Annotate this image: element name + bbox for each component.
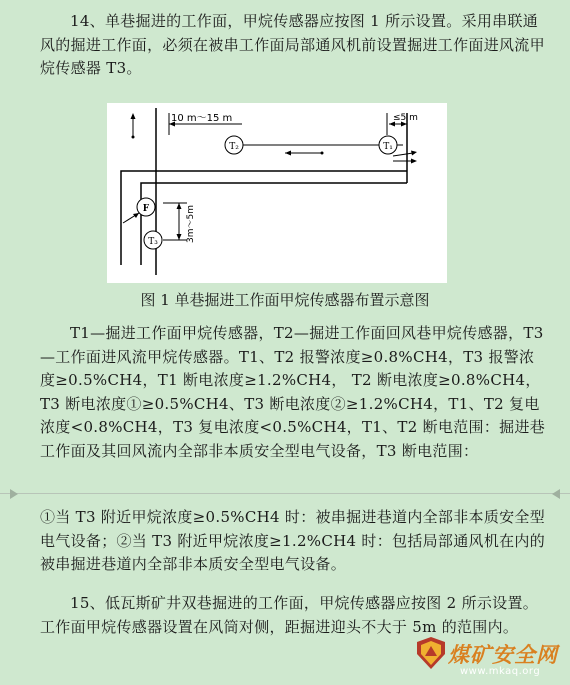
svg-text:T₁: T₁ (383, 142, 393, 152)
continuation-paragraph (40, 506, 546, 577)
svg-text:T₂: T₂ (229, 142, 239, 152)
section-14-text: 14、单巷掘进的工作面，甲烷传感器应按图 1 所示设置。采用串联通风的掘进工作面，必须在被串工作面局部通风机前设置掘进工作面进风流甲烷传感器 T3。 (40, 12, 545, 77)
figure-caption: 图 1 单巷掘进工作面甲烷传感器布置示意图 (140, 291, 430, 309)
dimension-10-15m: 10 m～15 m (171, 113, 233, 124)
sensor-description-text: T1—掘进工作面甲烷传感器，T2—掘进工作面回风巷甲烷传感器，T3—工作面进风流甲烷传感器。T1、T2 报警浓度≥0.8%CH4，T3 报警浓度≥0.5%CH4，T1 断电浓度≥1.2%CH4， T2 断电浓度≥0.8%CH4，T3 断电浓度①≥0.5%CH4、T3 断电浓度②≥1.2%CH4，T1、T2 复电浓度<0.8%CH4，T3 复电浓度<0.5%CH4，T1、T2 断电范围：掘进巷工作面及其回风流内全部非本质安全型电气设备，T3 断电范围： (40, 324, 546, 460)
continuation-text: ①当 T3 附近甲烷浓度≥0.5%CH4 时：被串掘进巷道内全部非本质安全型电气设备；②当 T3 附近甲烷浓度≥1.2%CH4 时：包括局部通风机在内的被串掘进巷道内全部非本质安全型电气设备。 (40, 508, 546, 573)
site-url: www.mkaq.org (460, 666, 541, 677)
site-name: 煤矿安全网 (448, 643, 558, 667)
dimension-3-5m: 3m～5m (186, 205, 196, 243)
sensor-description-paragraph (40, 322, 546, 463)
section-15-text: 15、低瓦斯矿井双巷掘进的工作面，甲烷传感器应按图 2 所示设置。工作面甲烷传感器设置在风筒对侧，距掘进迎头不大于 5m 的范围内。 (40, 594, 539, 636)
site-logo (414, 636, 564, 682)
methane-sensor-layout-diagram (107, 103, 447, 283)
page-break-left-marker (10, 489, 18, 499)
dimension-5m: ≤5 m (393, 113, 418, 123)
svg-text:F: F (142, 204, 150, 214)
heading-inner-wall (141, 183, 407, 265)
shield-emblem-icon (414, 636, 448, 670)
heading-outer-wall (121, 171, 407, 265)
section-14-paragraph (40, 10, 546, 81)
page-break-separator (0, 487, 570, 501)
svg-text:T₃: T₃ (148, 237, 158, 247)
section-15-paragraph (40, 592, 546, 639)
page-break-right-marker (552, 489, 560, 499)
